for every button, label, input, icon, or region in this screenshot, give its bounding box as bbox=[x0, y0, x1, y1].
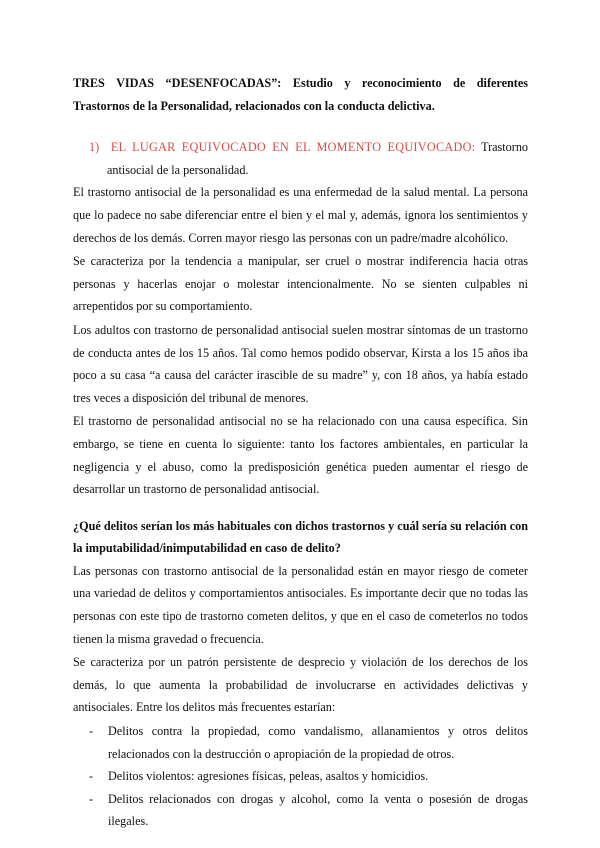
paragraph: Los adultos con trastorno de personalidad antisocial suelen mostrar síntomas de un trastorno de conducta antes de los 15 años. Tal como hemos podido observar, Kirsta a los 15 años iba poco a su casa “a causa del carácter irascible de su madre” y, con 18 años, ya había estado tres veces a disposición del tribunal de menores. bbox=[73, 322, 528, 405]
list-item bbox=[73, 765, 528, 788]
section-heading-caps: EL LUGAR EQUIVOCADO EN EL MOMENTO EQUIVOCADO: bbox=[110, 140, 476, 155]
section-heading-rest: Trastorno antisocial de la personalidad. bbox=[107, 140, 529, 177]
list-item-text: Delitos violentos: agresiones físicas, peleas, asaltos y homicidios. bbox=[108, 769, 429, 784]
list-item-text: Delitos relacionados con drogas y alcohol, como la venta o posesión de drogas ilegales. bbox=[108, 791, 528, 829]
section-number: 1) bbox=[89, 140, 100, 155]
list-marker: - bbox=[89, 724, 94, 739]
list-item bbox=[73, 720, 528, 765]
paragraph: El trastorno antisocial de la personalidad es una enfermedad de la salud mental. La persona que lo padece no sabe diferenciar entre el bien y el mal y, además, ignora los sentimientos y derechos de los demás. Corren mayor riesgo las personas con un padre/madre alcohólico. bbox=[73, 185, 528, 245]
section-heading bbox=[73, 136, 528, 181]
document-body bbox=[73, 72, 528, 833]
list-marker: - bbox=[89, 791, 94, 806]
paragraph: Se caracteriza por la tendencia a manipular, ser cruel o mostrar indiferencia hacia otras personas y hacerlas enojar o molestar intencionalmente. No se sienten culpables ni arrepentidos por su comportamiento. bbox=[73, 254, 528, 314]
question-heading: ¿Qué delitos serían los más habituales con dichos trastornos y cuál sería su relación con la imputabilidad/inimputabilidad en caso de delito? bbox=[73, 518, 528, 556]
list-item-text: Delitos contra la propiedad, como vandalismo, allanamientos y otros delitos relacionados con la destrucción o apropiación de la propiedad de otros. bbox=[108, 724, 528, 761]
crime-list bbox=[73, 720, 528, 833]
document-title: TRES VIDAS “DESENFOCADAS”: Estudio y reconocimiento de diferentes Trastornos de la Personalidad, relacionados con la conducta delictiva. bbox=[73, 76, 528, 113]
paragraph: Las personas con trastorno antisocial de la personalidad están en mayor riesgo de cometer una variedad de delitos y comportamientos antisociales. Es importante decir que no todas las personas con este tipo de trastorno cometen delitos, y que en el caso de cometerlos no todos tienen la misma gravedad o frecuencia. bbox=[73, 563, 528, 646]
paragraph: El trastorno de personalidad antisocial no se ha relacionado con una causa específica. Sin embargo, se tiene en cuenta lo siguiente: tanto los factores ambientales, en particular la negligencia y el abuso, como la predisposición genética pueden aumentar el riesgo de desarrollar un trastorno de personalidad antisocial. bbox=[73, 414, 528, 497]
list-item bbox=[73, 788, 528, 833]
list-marker: - bbox=[89, 769, 94, 784]
paragraph: Se caracteriza por un patrón persistente de desprecio y violación de los derechos de los demás, lo que aumenta la probabilidad de involucrarse en actividades delictivas y antisociales. Entre los delitos más frecuentes estarían: bbox=[73, 655, 528, 715]
